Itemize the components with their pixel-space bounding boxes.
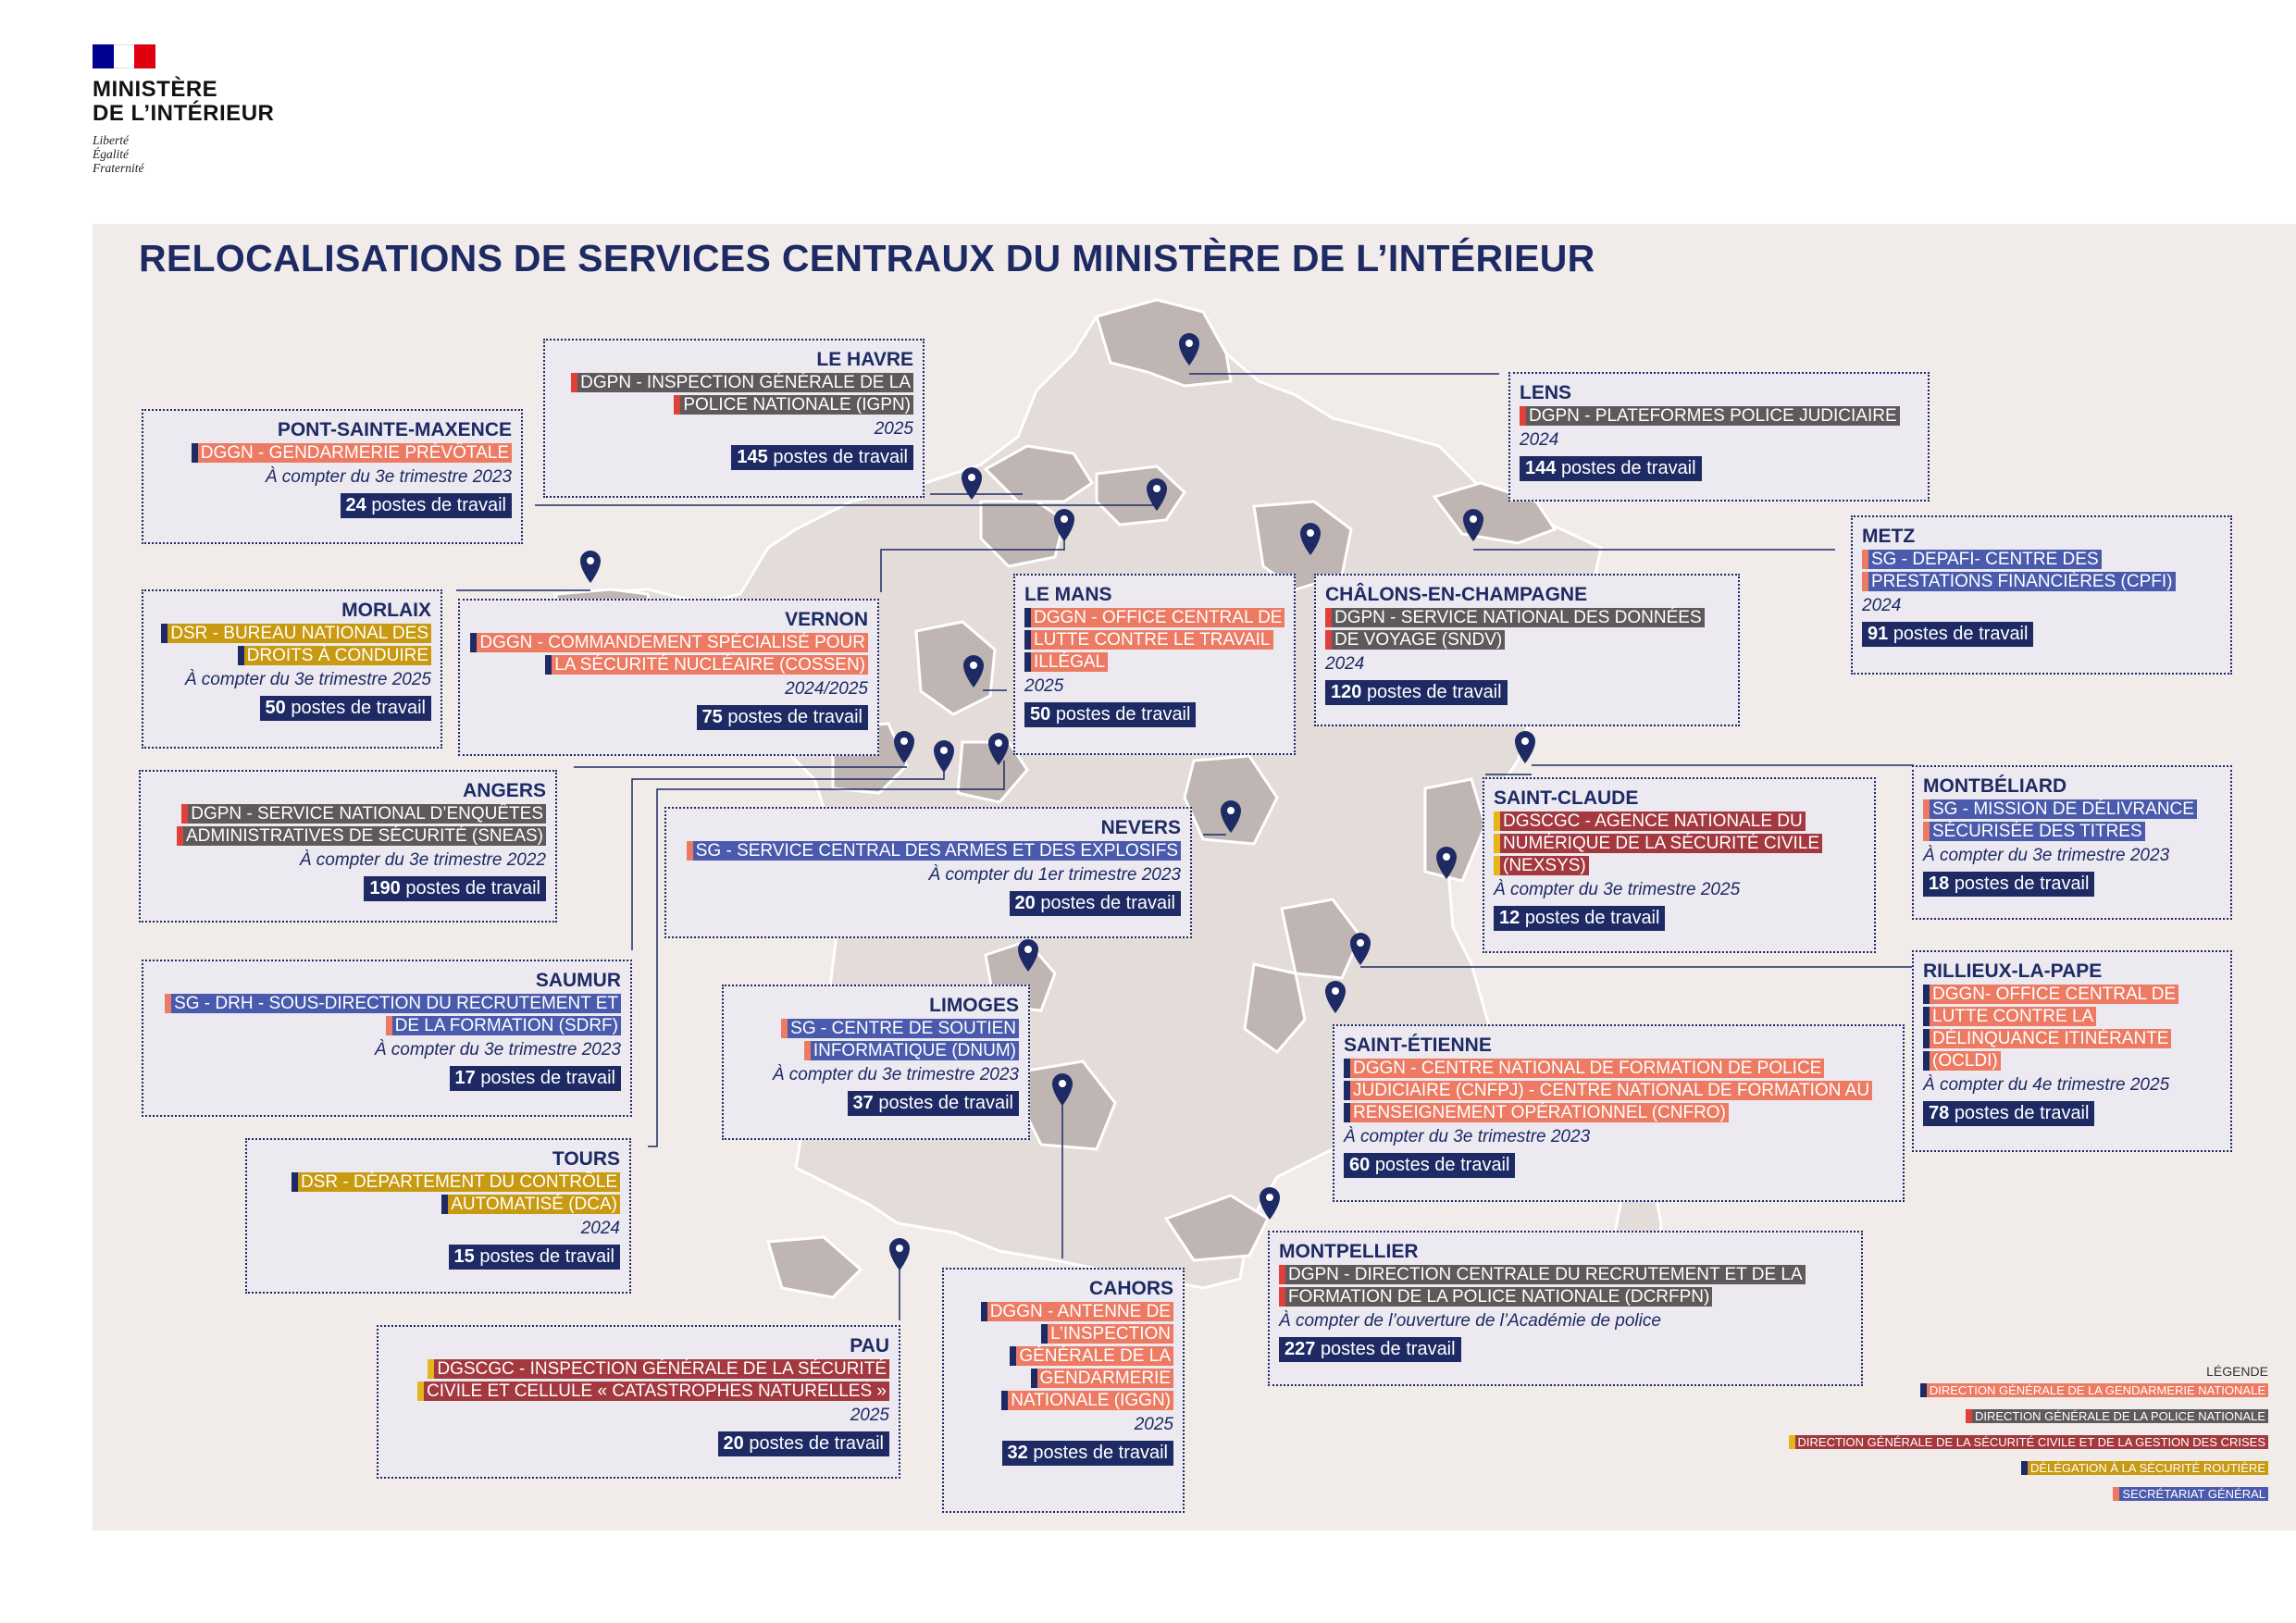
timeline-text: 2025 (1024, 676, 1064, 696)
posts-label: postes de travail (479, 1246, 614, 1267)
city-name: LE MANS (1024, 584, 1112, 605)
legend-item-dgpn (1789, 1408, 2268, 1425)
legend (1789, 1364, 2268, 1512)
posts-badge (697, 705, 868, 730)
legend-item-dsr (1789, 1460, 2268, 1477)
posts-count: 17 (454, 1068, 476, 1088)
legend-item-dgscgc (1789, 1434, 2268, 1451)
service-tag (1279, 1264, 1852, 1308)
ministry-logo (93, 44, 274, 175)
location-box-le-mans (1013, 574, 1296, 755)
location-box-limoges (722, 985, 1030, 1140)
city-name: SAINT-ÉTIENNE (1344, 1035, 1492, 1056)
legend-label: DIRECTION GÉNÉRALE DE LA SÉCURITÉ CIVILE ET DE LA GESTION DES CRISES (1789, 1435, 2268, 1449)
flag-white (114, 44, 135, 68)
page-title: RELOCALISATIONS DE SERVICES CENTRAUX DU MINISTÈRE DE L’INTÉRIEUR (139, 237, 1595, 279)
service-tag (1862, 549, 2221, 593)
posts-label: postes de travail (1524, 908, 1660, 928)
location-box-metz (1851, 515, 2232, 675)
timeline-text: À compter du 3e trimestre 2023 (374, 1040, 621, 1059)
service-label: DGGN - COMMANDEMENT SPÉCIALISÉ POUR LA SÉCURITÉ NUCLÉAIRE (COSSEN) (470, 633, 868, 675)
location-box-pont-sainte-maxence (142, 409, 523, 544)
republic-motto (93, 133, 274, 175)
service-label: DGPN - INSPECTION GÉNÉRALE DE LA POLICE NATIONALE (IGPN) (571, 373, 913, 415)
posts-badge (1010, 891, 1181, 916)
location-box-chalons-en-champagne (1314, 574, 1740, 726)
service-label: DGGN - ANTENNE DE L’INSPECTION GÉNÉRALE DE LA GENDARMERIE NATIONALE (IGGN) (981, 1302, 1173, 1410)
service-tag (1344, 1058, 1893, 1124)
posts-count: 145 (737, 447, 768, 467)
posts-badge (364, 876, 546, 901)
posts-label: postes de travail (1893, 624, 2029, 644)
posts-label: postes de travail (1366, 682, 1502, 702)
posts-badge (1923, 872, 2094, 897)
location-box-angers (139, 770, 557, 923)
timeline-text: 2024 (1862, 596, 1902, 615)
timeline-text: 2024 (1520, 430, 1559, 450)
location-box-cahors (942, 1268, 1185, 1513)
legend-label: DIRECTION GÉNÉRALE DE LA POLICE NATIONALE (1966, 1409, 2268, 1423)
city-name: SAINT-CLAUDE (1494, 787, 1639, 809)
posts-label: postes de travail (1954, 873, 2090, 894)
timeline-text: 2024 (1325, 654, 1365, 674)
posts-badge (1494, 906, 1665, 931)
service-label: DGPN - DIRECTION CENTRALE DU RECRUTEMENT ET DE LA FORMATION DE LA POLICE NATIONALE (DCRFPN) (1279, 1265, 1806, 1307)
posts-count: 120 (1331, 682, 1362, 702)
service-label: DGSCGC - AGENCE NATIONALE DU NUMÉRIQUE DE LA SÉCURITÉ CIVILE (NEXSYS) (1494, 812, 1822, 875)
city-name: CAHORS (1088, 1278, 1173, 1299)
posts-count: 78 (1929, 1103, 1950, 1123)
service-tag (153, 442, 512, 465)
location-box-nevers (664, 807, 1192, 938)
timeline-text: À compter du 4e trimestre 2025 (1923, 1075, 2170, 1095)
city-name: VERNON (785, 609, 868, 630)
posts-badge (1279, 1337, 1461, 1362)
location-box-saumur (142, 960, 632, 1117)
city-name: NEVERS (1100, 817, 1181, 838)
legend-title: LÉGENDE (2206, 1364, 2268, 1379)
service-tag (150, 803, 546, 848)
service-label: SG - MISSION DE DÉLIVRANCE SÉCURISÉE DES TITRES (1923, 799, 2197, 841)
timeline-text: À compter du 3e trimestre 2023 (1344, 1127, 1591, 1146)
posts-label: postes de travail (480, 1068, 615, 1088)
posts-count: 60 (1349, 1155, 1371, 1175)
french-flag-icon (93, 44, 155, 68)
service-tag (554, 372, 913, 416)
flag-blue (93, 44, 114, 68)
posts-badge (1862, 622, 2033, 647)
service-label: SG - DEPAFI- CENTRE DES PRESTATIONS FINANCIÈRES (CPFI) (1862, 550, 2176, 591)
posts-badge (1325, 680, 1508, 705)
location-box-saint-claude (1483, 777, 1876, 953)
posts-label: postes de travail (405, 878, 540, 898)
location-box-montpellier (1268, 1231, 1863, 1386)
location-box-pau (377, 1325, 900, 1479)
timeline-text: À compter du 3e trimestre 2023 (772, 1065, 1019, 1084)
posts-count: 190 (369, 878, 401, 898)
posts-badge (260, 696, 431, 721)
location-box-tours (245, 1138, 631, 1294)
timeline-text: À compter du 3e trimestre 2025 (184, 670, 431, 689)
motto-egalite: Égalité (93, 147, 129, 161)
posts-label: postes de travail (1954, 1103, 2090, 1123)
posts-label: postes de travail (291, 698, 426, 718)
dept-jura (1425, 779, 1485, 881)
posts-label: postes de travail (1055, 704, 1191, 725)
posts-badge (450, 1066, 621, 1091)
ministry-name-line1: MINISTÈRE (93, 77, 218, 102)
city-name: MONTPELLIER (1279, 1241, 1419, 1262)
posts-label: postes de travail (1560, 458, 1696, 478)
city-name: MORLAIX (341, 600, 431, 621)
timeline-text: À compter du 3e trimestre 2023 (265, 467, 512, 487)
posts-count: 37 (852, 1093, 874, 1113)
service-tag (1024, 607, 1285, 674)
posts-label: postes de travail (1374, 1155, 1510, 1175)
legend-item-dggn (1789, 1382, 2268, 1399)
city-name: TOURS (552, 1148, 620, 1170)
posts-label: postes de travail (1040, 893, 1175, 913)
posts-label: postes de travail (727, 707, 863, 727)
timeline-text: À compter du 1er trimestre 2023 (928, 865, 1181, 885)
location-box-rillieux-la-pape (1912, 950, 2232, 1152)
posts-count: 144 (1525, 458, 1557, 478)
posts-label: postes de travail (1320, 1339, 1456, 1359)
posts-badge (731, 445, 913, 470)
ministry-name-line2: DE L’INTÉRIEUR (93, 101, 275, 126)
service-label: SG - CENTRE DE SOUTIEN INFORMATIQUE (DNUM) (781, 1019, 1019, 1060)
service-label: DSR - BUREAU NATIONAL DES DROITS À CONDUIRE (161, 624, 431, 665)
location-box-saint-etienne (1333, 1024, 1905, 1202)
legend-label: DÉLÉGATION À LA SÉCURITÉ ROUTIÈRE (2021, 1461, 2268, 1475)
city-name: CHÂLONS-EN-CHAMPAGNE (1325, 584, 1588, 605)
timeline-text: 2025 (874, 419, 913, 439)
posts-count: 32 (1007, 1443, 1028, 1463)
posts-count: 227 (1285, 1339, 1316, 1359)
service-tag (388, 1358, 889, 1403)
service-tag (1923, 984, 2221, 1072)
service-label: DGPN - PLATEFORMES POLICE JUDICIAIRE (1520, 406, 1900, 426)
service-label: DGSCGC - INSPECTION GÉNÉRALE DE LA SÉCURITÉ CIVILE ET CELLULE « CATASTROPHES NATURELLES » (417, 1359, 889, 1401)
service-tag (1325, 607, 1729, 651)
city-name: LENS (1520, 382, 1572, 403)
location-box-morlaix (142, 589, 442, 749)
location-box-lens (1508, 372, 1930, 502)
service-tag (1520, 405, 1918, 427)
posts-count: 24 (345, 495, 366, 515)
timeline-text: 2025 (850, 1406, 889, 1425)
service-label: SG - SERVICE CENTRAL DES ARMES ET DES EXPLOSIFS (687, 841, 1181, 861)
city-name: ANGERS (463, 780, 546, 801)
map-panel (93, 224, 2296, 1530)
service-tag (256, 1171, 620, 1216)
posts-count: 91 (1868, 624, 1889, 644)
posts-badge (449, 1245, 620, 1270)
posts-badge (1344, 1153, 1515, 1178)
legend-item-sg (1789, 1486, 2268, 1503)
timeline-text: À compter du 3e trimestre 2025 (1494, 880, 1741, 899)
pin-morlaix-icon (580, 551, 601, 583)
location-box-vernon (458, 599, 879, 756)
dept-pyrenees-atlantiques (768, 1237, 861, 1297)
posts-badge (848, 1091, 1019, 1116)
location-box-le-havre (543, 339, 925, 498)
service-tag (469, 632, 868, 676)
city-name: LE HAVRE (816, 349, 913, 370)
service-label: DGPN - SERVICE NATIONAL DES DONNÉES DE VOYAGE (SNDV) (1325, 608, 1705, 650)
motto-fraternite: Fraternité (93, 161, 144, 175)
posts-count: 75 (701, 707, 723, 727)
posts-count: 20 (1014, 893, 1036, 913)
service-label: DGGN - CENTRE NATIONAL DE FORMATION DE POLICE JUDICIAIRE (CNFPJ) - CENTRE NATIONAL DE FORMATION AU RENSEIGNEMENT OPÉRATIONNEL (CNFRO) (1344, 1059, 1872, 1122)
flag-red (134, 44, 155, 68)
service-tag (153, 623, 431, 667)
posts-badge (1923, 1101, 2094, 1126)
posts-label: postes de travail (878, 1093, 1013, 1113)
service-label: DSR - DÉPARTEMENT DU CONTRÔLE AUTOMATISÉ (DCA) (292, 1172, 620, 1214)
motto-liberte: Liberté (93, 133, 129, 147)
city-name: PAU (850, 1335, 889, 1357)
posts-badge (1520, 456, 1702, 481)
posts-label: postes de travail (773, 447, 908, 467)
posts-badge (1002, 1441, 1173, 1466)
location-box-montbeliard (1912, 765, 2232, 920)
posts-badge (341, 493, 512, 518)
timeline-text: 2024/2025 (785, 679, 868, 699)
posts-label: postes de travail (749, 1433, 884, 1454)
posts-count: 12 (1499, 908, 1520, 928)
city-name: MONTBÉLIARD (1923, 775, 2067, 797)
posts-badge (1024, 702, 1196, 727)
city-name: SAUMUR (535, 970, 621, 991)
service-tag (1494, 811, 1865, 877)
service-tag (733, 1018, 1019, 1062)
city-name: METZ (1862, 526, 1916, 547)
pin-pau-icon (889, 1238, 910, 1270)
service-label: DGGN - GENDARMERIE PRÉVÔTALE (192, 443, 512, 463)
timeline-text: 2025 (1134, 1415, 1173, 1434)
service-tag (153, 993, 621, 1037)
posts-count: 50 (265, 698, 286, 718)
posts-badge (718, 1431, 889, 1456)
posts-count: 18 (1929, 873, 1950, 894)
service-tag (953, 1301, 1173, 1412)
ministry-name (93, 78, 274, 126)
city-name: PONT-SAINTE-MAXENCE (277, 419, 512, 440)
posts-label: postes de travail (371, 495, 506, 515)
service-label: DGGN- OFFICE CENTRAL DE LUTTE CONTRE LA DÉLINQUANCE ITINÉRANTE (OCLDI) (1923, 985, 2178, 1071)
service-label: DGGN - OFFICE CENTRAL DE LUTTE CONTRE LE TRAVAIL ILLÉGAL (1024, 608, 1285, 672)
posts-count: 50 (1030, 704, 1051, 725)
posts-count: 15 (453, 1246, 475, 1267)
service-label: DGPN - SERVICE NATIONAL D’ENQUÊTES ADMINISTRATIVES DE SÉCURITÉ (SNEAS) (177, 804, 546, 846)
service-label: SG - DRH - SOUS-DIRECTION DU RECRUTEMENT ET DE LA FORMATION (SDRF) (165, 994, 621, 1035)
posts-count: 20 (723, 1433, 744, 1454)
service-tag (676, 840, 1181, 862)
city-name: LIMOGES (929, 995, 1019, 1016)
timeline-text: À compter du 3e trimestre 2023 (1923, 846, 2170, 865)
posts-label: postes de travail (1033, 1443, 1168, 1463)
legend-label: DIRECTION GÉNÉRALE DE LA GENDARMERIE NATIONALE (1920, 1383, 2268, 1397)
timeline-text: 2024 (580, 1219, 620, 1238)
service-tag (1923, 799, 2221, 843)
timeline-text: À compter de l’ouverture de l’Académie de police (1279, 1311, 1661, 1331)
city-name: RILLIEUX-LA-PAPE (1923, 960, 2103, 982)
timeline-text: À compter du 3e trimestre 2022 (299, 850, 546, 870)
legend-label: SECRÉTARIAT GÉNÉRAL (2113, 1487, 2268, 1501)
